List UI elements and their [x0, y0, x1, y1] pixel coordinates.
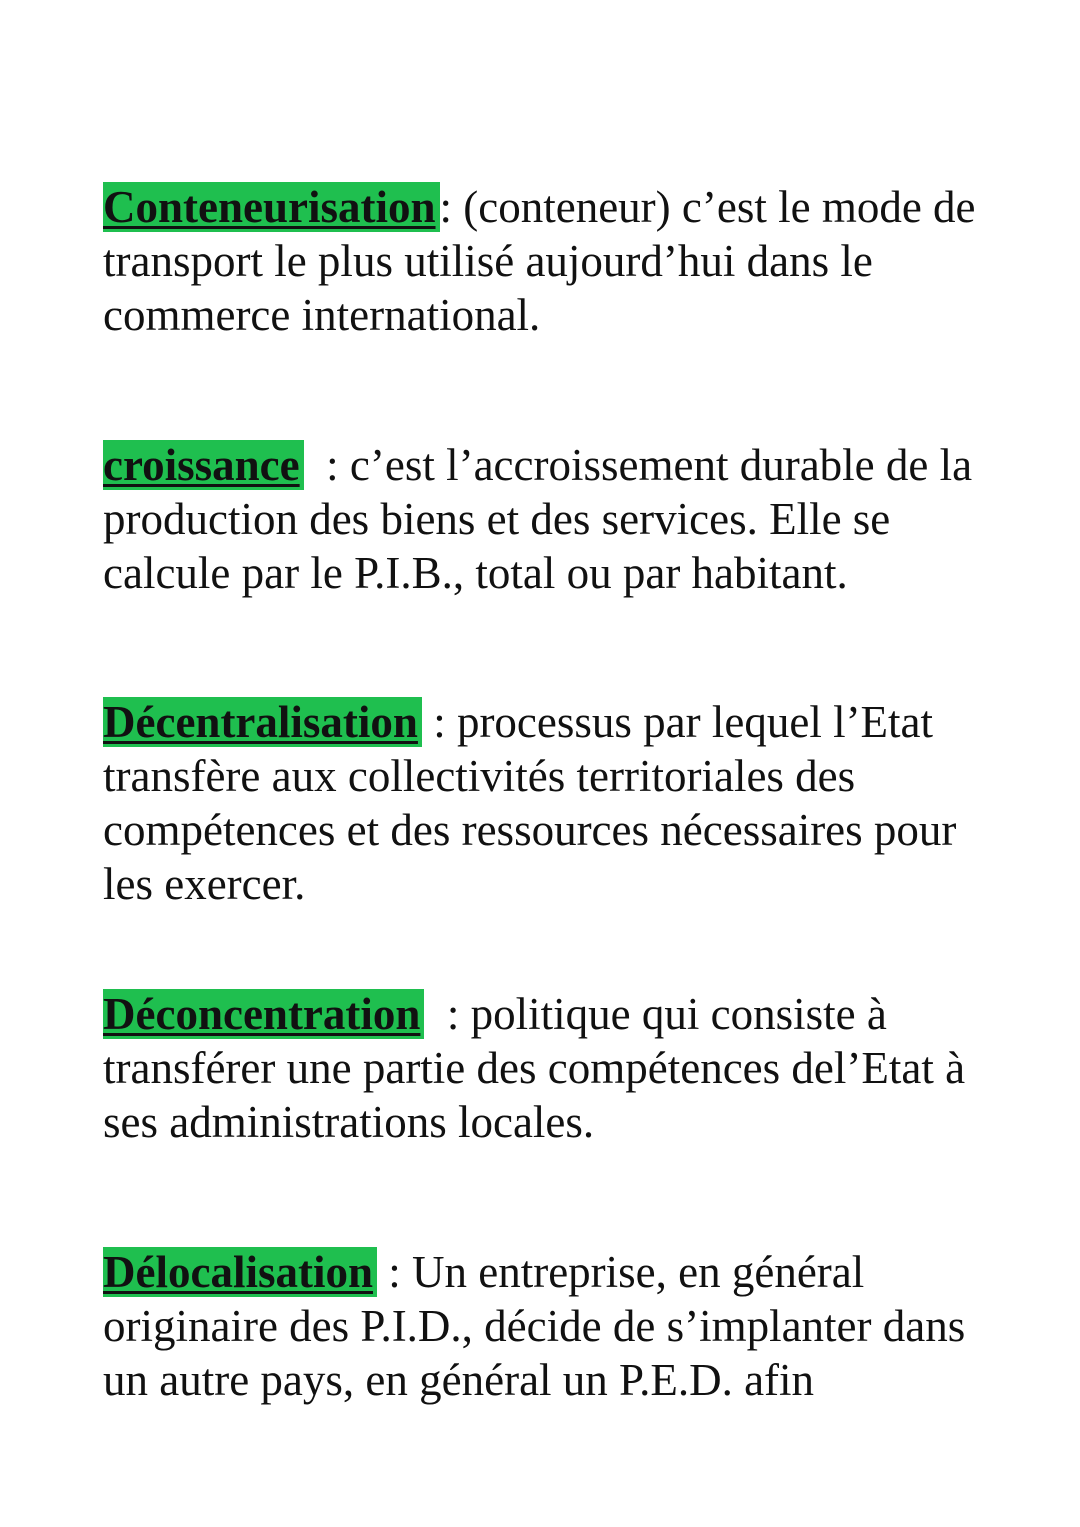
- glossary-definition: : (conteneur) c’est le mode de transport le plus utilisé aujourd’hui dans le commerce international.: [103, 182, 987, 340]
- glossary-term: Conteneurisation: [103, 182, 440, 232]
- glossary-definition: : processus par lequel l’Etat transfère aux collectivités territoriales des compétences et des ressources nécessaires pour les exercer.: [103, 697, 968, 909]
- glossary-term: croissance: [103, 440, 304, 490]
- glossary-term: Décentralisation: [103, 697, 422, 747]
- glossary-definition: : Un entreprise, en général originaire des P.I.D., décide de s’implanter dans un autre pays, en général un P.E.D. afin: [103, 1247, 977, 1405]
- glossary-definition: : politique qui consiste à transférer une partie des compétences del’Etat à ses administrations locales.: [103, 989, 977, 1147]
- glossary-term: Délocalisation: [103, 1247, 377, 1297]
- glossary-entry-croissance: [103, 438, 983, 600]
- glossary-definition: : c’est l’accroissement durable de la production des biens et des services. Elle se calcule par le P.I.B., total ou par habitant.: [103, 440, 984, 598]
- glossary-term: Déconcentration: [103, 989, 424, 1039]
- glossary-entry-delocalisation: [103, 1245, 983, 1407]
- glossary-entry-decentralisation: [103, 695, 983, 911]
- glossary-entry-conteneurisation: [103, 180, 987, 342]
- glossary-entry-deconcentration: [103, 987, 983, 1149]
